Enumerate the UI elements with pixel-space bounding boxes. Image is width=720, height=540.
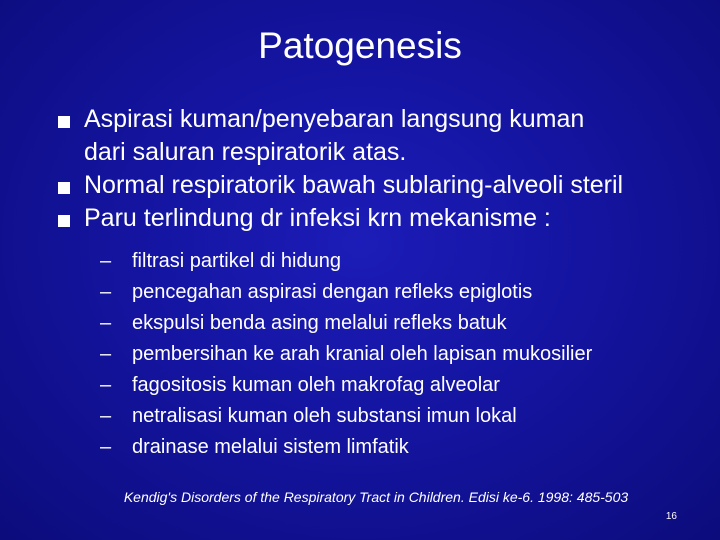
bullet-text-continuation: dari saluran respiratorik atas. — [84, 138, 407, 166]
reference-citation: Kendig's Disorders of the Respiratory Tract in Children. Edisi ke-6. 1998: 485-503 — [123, 489, 629, 505]
dash-bullet-icon: – — [100, 374, 112, 396]
bullet-text: Normal respiratorik bawah sublaring-alveoli steril — [84, 171, 624, 199]
dash-bullet-icon: – — [100, 312, 112, 334]
sub-bullet-item — [100, 370, 700, 401]
dash-bullet-icon: – — [100, 281, 112, 303]
sub-bullet-item — [100, 308, 700, 339]
sub-bullet-text: ekspulsi benda asing melalui refleks batuk — [132, 312, 507, 334]
bullet-text: Paru terlindung dr infeksi krn mekanisme : — [84, 204, 551, 232]
sub-bullet-text: pembersihan ke arah kranial oleh lapisan mukosilier — [132, 343, 593, 365]
sub-bullet-item — [100, 401, 700, 432]
dash-bullet-icon: – — [100, 250, 112, 272]
bullet-item — [58, 103, 708, 169]
sub-bullet-item — [100, 246, 700, 277]
sub-bullet-text: netralisasi kuman oleh substansi imun lokal — [132, 405, 517, 427]
dash-bullet-icon: – — [100, 405, 112, 427]
sub-bullet-text: fagositosis kuman oleh makrofag alveolar — [132, 374, 500, 396]
bullet-item — [58, 169, 708, 202]
sub-bullet-list — [100, 246, 700, 463]
dash-bullet-icon: – — [100, 343, 112, 365]
sub-bullet-text: filtrasi partikel di hidung — [132, 250, 341, 272]
main-bullet-list — [58, 103, 708, 235]
slide-title: Patogenesis — [258, 25, 462, 66]
sub-bullet-item — [100, 277, 700, 308]
sub-bullet-item — [100, 432, 700, 463]
bullet-item — [58, 202, 708, 235]
bullet-text: Aspirasi kuman/penyebaran langsung kuman — [84, 105, 585, 133]
sub-bullet-item — [100, 339, 700, 370]
square-bullet-icon — [58, 182, 70, 194]
page-number: 16 — [665, 511, 677, 522]
sub-bullet-text: drainase melalui sistem limfatik — [132, 436, 409, 458]
square-bullet-icon — [58, 116, 70, 128]
square-bullet-icon — [58, 215, 70, 227]
sub-bullet-text: pencegahan aspirasi dengan refleks epiglotis — [132, 281, 533, 303]
dash-bullet-icon: – — [100, 436, 112, 458]
